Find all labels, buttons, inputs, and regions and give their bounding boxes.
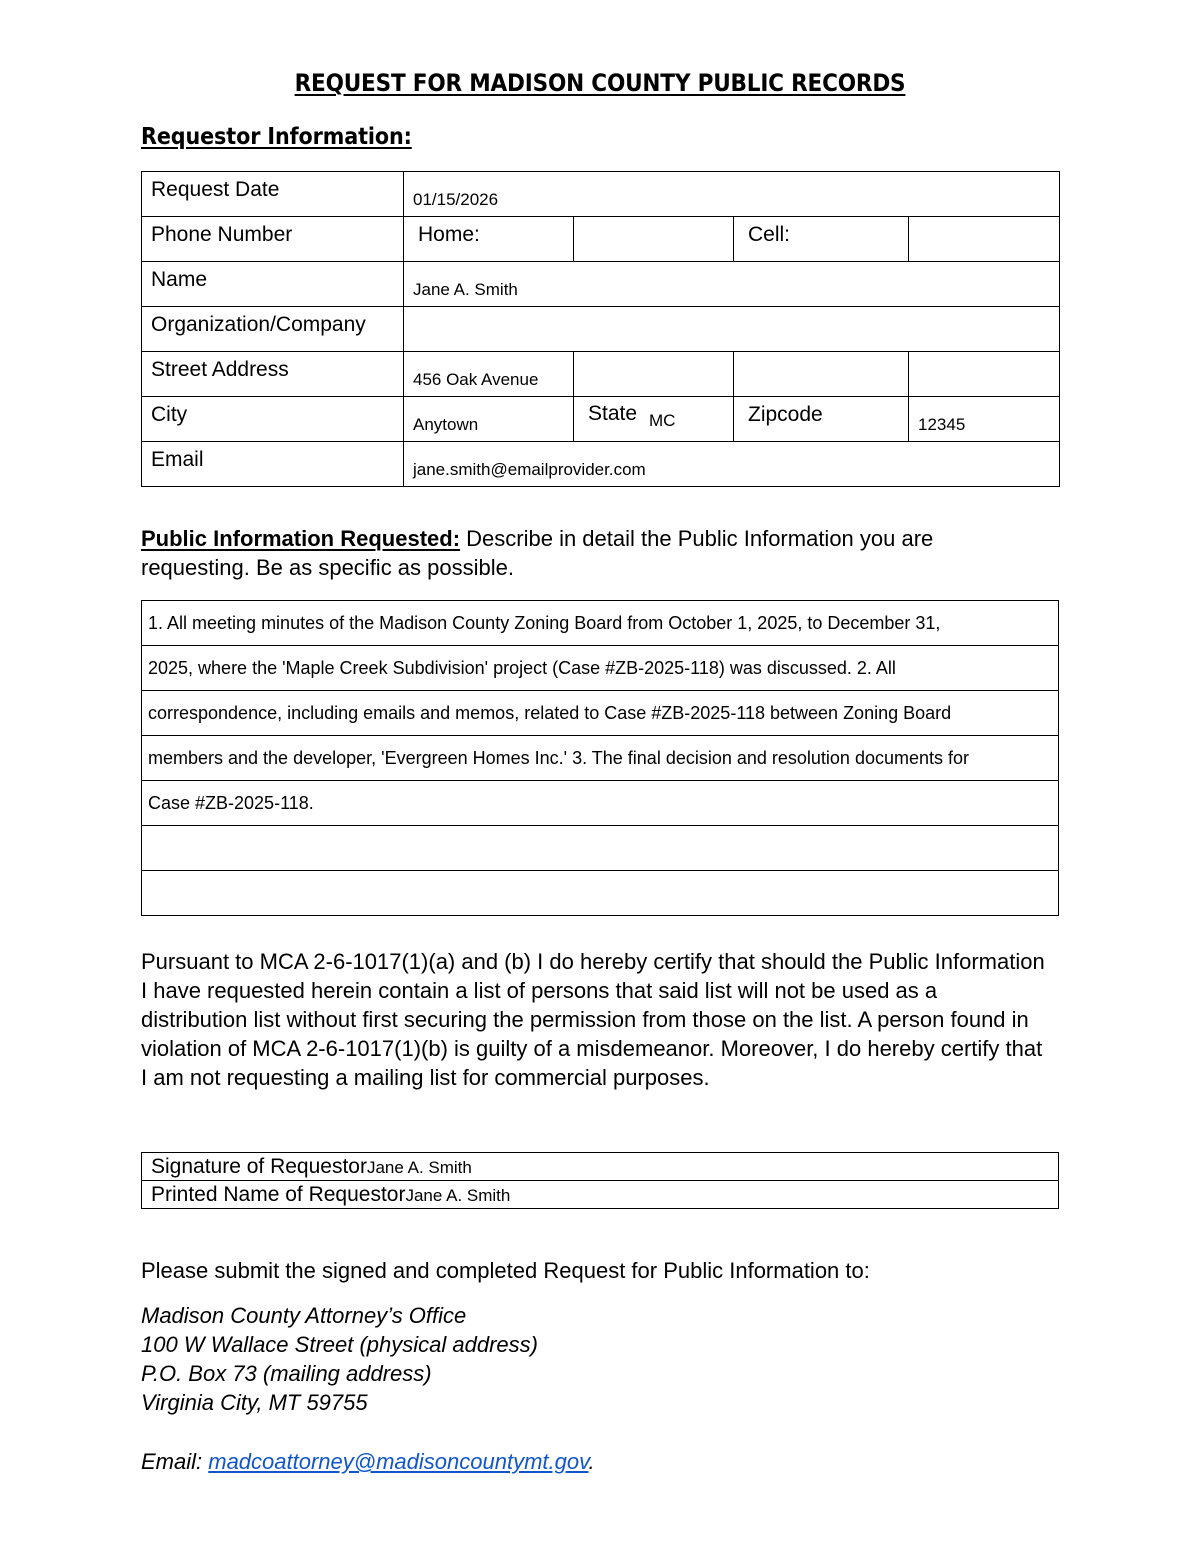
table-row	[142, 871, 1059, 916]
table-row	[142, 736, 1059, 781]
state-cell[interactable]	[574, 397, 734, 442]
contact-email-line	[141, 1447, 595, 1476]
office-mailing-address: P.O. Box 73 (mailing address)	[141, 1361, 432, 1386]
signature-cell[interactable]	[142, 1153, 1059, 1181]
table-row-name	[142, 262, 1060, 307]
contact-email-label: Email:	[141, 1449, 209, 1474]
signature-value: Jane A. Smith	[366, 1158, 472, 1177]
request-date-label: Request Date	[151, 178, 280, 201]
requested-line-2[interactable]: 2025, where the 'Maple Creek Subdivision' project (Case #ZB-2025-118) was discussed. 2. All	[142, 646, 1059, 691]
requested-line-7[interactable]	[142, 871, 1059, 916]
requested-line-6[interactable]	[142, 826, 1059, 871]
city-label-cell	[142, 397, 404, 442]
table-row	[142, 781, 1059, 826]
street-address-filler-3	[909, 352, 1060, 397]
email-value-cell[interactable]	[404, 442, 1060, 487]
phone-home-label: Home:	[418, 223, 480, 246]
name-label-cell	[142, 262, 404, 307]
table-row-email	[142, 442, 1060, 487]
requestor-information-table	[141, 171, 1060, 487]
organization-label: Organization/Company	[151, 313, 366, 336]
table-row	[142, 826, 1059, 871]
email-label: Email	[151, 448, 204, 471]
request-date-value-cell[interactable]	[404, 172, 1060, 217]
street-address-filler-1	[574, 352, 734, 397]
phone-home-value-cell[interactable]	[574, 217, 734, 262]
request-date-label-cell	[142, 172, 404, 217]
table-row-street-address	[142, 352, 1060, 397]
printed-name-cell[interactable]	[142, 1181, 1059, 1209]
public-information-requested-instruction: Describe in detail the Public Information you are requesting. Be as specific as possible.	[141, 526, 934, 580]
table-row-request-date	[142, 172, 1060, 217]
phone-number-label: Phone Number	[151, 223, 293, 246]
zipcode-label: Zipcode	[748, 403, 823, 426]
signature-line	[142, 1156, 1058, 1177]
public-information-requested-label: Public Information Requested:	[141, 526, 461, 551]
printed-name-line	[142, 1184, 1058, 1205]
office-city-state-zip: Virginia City, MT 59755	[141, 1390, 368, 1415]
table-row-phone-number	[142, 217, 1060, 262]
street-address-label: Street Address	[151, 358, 289, 381]
phone-home-label-cell	[404, 217, 574, 262]
public-information-requested-heading	[141, 524, 1041, 582]
requested-line-5[interactable]: Case #ZB-2025-118.	[142, 781, 1059, 826]
table-row-organization	[142, 307, 1060, 352]
email-label-cell	[142, 442, 404, 487]
printed-name-value: Jane A. Smith	[405, 1186, 511, 1205]
table-row-printed-name	[142, 1181, 1059, 1209]
page-title-text: REQUEST FOR MADISON COUNTY PUBLIC RECORDS	[294, 69, 906, 97]
street-address-value-cell[interactable]	[404, 352, 574, 397]
certification-paragraph: Pursuant to MCA 2-6-1017(1)(a) and (b) I do hereby certify that should the Public Information I have requested herein contain a list of persons that said list will not be used as a distribution list without first securing the permission from those on the list. A person found in violation of MCA 2-6-1017(1)(b) is guilty of a misdemeanor. Moreover, I do hereby certify that I am not requesting a mailing list for commercial purposes.	[141, 949, 1045, 1090]
table-row	[142, 646, 1059, 691]
street-address-filler-2	[734, 352, 909, 397]
printed-name-label: Printed Name of Requestor	[151, 1183, 406, 1206]
office-name: Madison County Attorney’s Office	[141, 1303, 467, 1328]
requested-line-1[interactable]: 1. All meeting minutes of the Madison County Zoning Board from October 1, 2025, to December 31,	[142, 601, 1059, 646]
submit-instruction: Please submit the signed and completed Request for Public Information to:	[141, 1258, 870, 1283]
office-address-block	[141, 1301, 538, 1417]
phone-cell-label-cell	[734, 217, 909, 262]
zipcode-value-cell[interactable]	[909, 397, 1060, 442]
requestor-information-heading-text: Requestor Information:	[141, 124, 412, 150]
street-address-label-cell	[142, 352, 404, 397]
name-value-cell[interactable]	[404, 262, 1060, 307]
street-address-value: 456 Oak Avenue	[413, 370, 539, 390]
organization-label-cell	[142, 307, 404, 352]
name-label: Name	[151, 268, 208, 291]
signature-label: Signature of Requestor	[151, 1155, 367, 1178]
requested-line-4[interactable]: members and the developer, 'Evergreen Homes Inc.' 3. The final decision and resolution documents for	[142, 736, 1059, 781]
name-value: Jane A. Smith	[413, 280, 518, 300]
requested-line-3[interactable]: correspondence, including emails and memos, related to Case #ZB-2025-118 between Zoning Board	[142, 691, 1059, 736]
city-value: Anytown	[413, 415, 479, 435]
zipcode-value: 12345	[918, 415, 966, 435]
city-label: City	[151, 403, 188, 426]
email-value: jane.smith@emailprovider.com	[413, 460, 646, 480]
table-row-city-state-zip	[142, 397, 1060, 442]
contact-email-trailing-period: .	[588, 1449, 595, 1474]
phone-number-label-cell	[142, 217, 404, 262]
table-row	[142, 691, 1059, 736]
table-row-signature	[142, 1153, 1059, 1181]
requested-information-table	[141, 600, 1059, 916]
city-value-cell[interactable]	[404, 397, 574, 442]
phone-cell-label: Cell:	[748, 223, 791, 246]
request-date-value: 01/15/2026	[413, 190, 499, 210]
state-label: State	[588, 402, 638, 425]
zipcode-label-cell	[734, 397, 909, 442]
requestor-information-heading	[141, 124, 412, 150]
organization-value-cell[interactable]	[404, 307, 1060, 352]
phone-cell-value-cell[interactable]	[909, 217, 1060, 262]
contact-email-link[interactable]: madcoattorney@madisoncountymt.gov	[208, 1449, 589, 1474]
signature-table	[141, 1152, 1059, 1209]
page-title	[0, 70, 1200, 98]
state-value: MC	[649, 411, 676, 430]
table-row	[142, 601, 1059, 646]
office-physical-address: 100 W Wallace Street (physical address)	[141, 1332, 538, 1357]
